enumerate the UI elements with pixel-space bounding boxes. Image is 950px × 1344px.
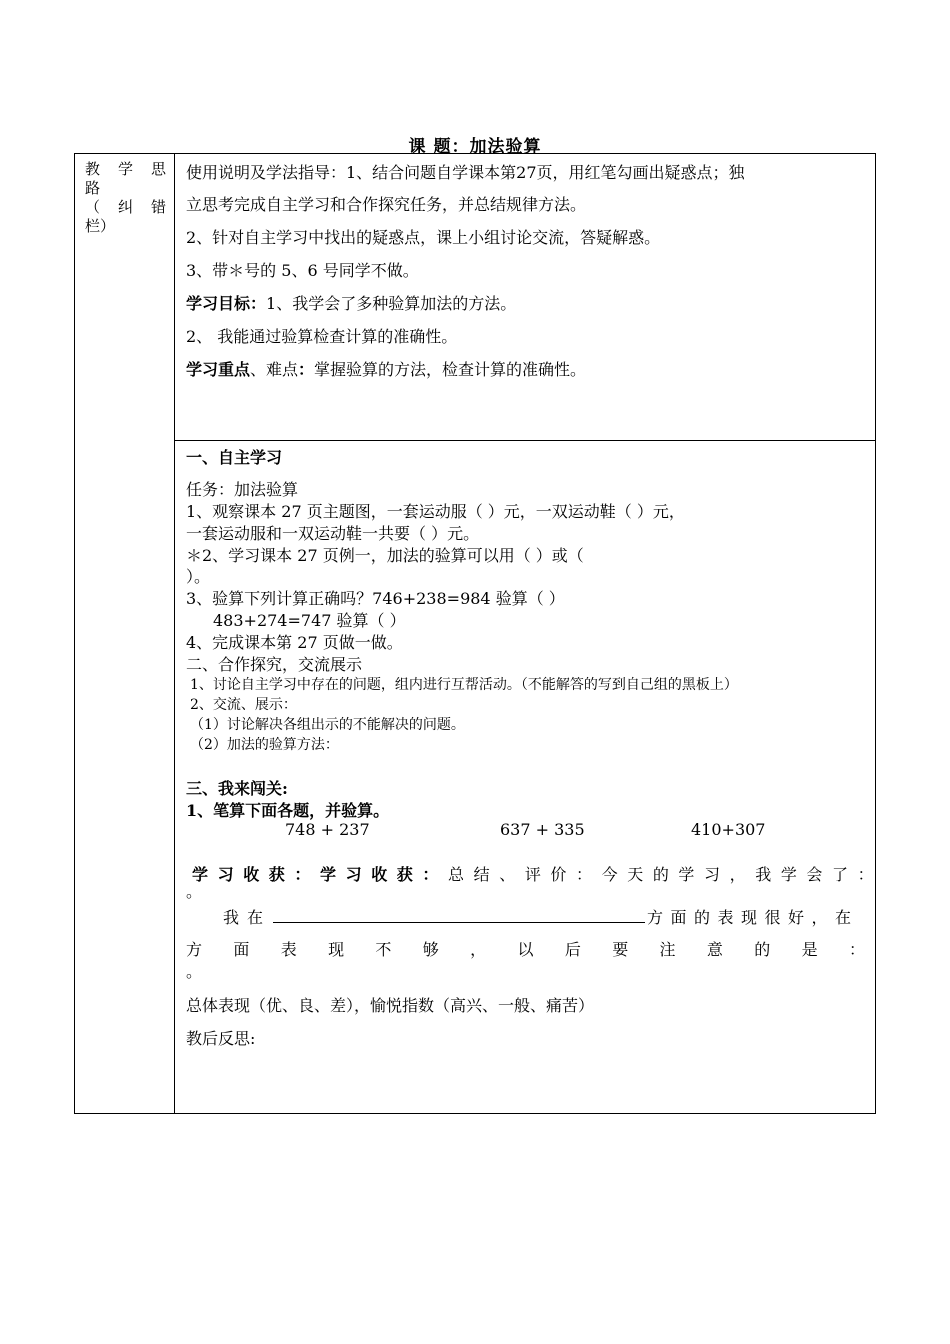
performance-prefix: 我在 <box>223 908 272 927</box>
page-title: 课 题：加法验算 <box>408 137 542 157</box>
cooperation-heading: 二、合作探究，交流展示 <box>186 655 363 674</box>
side-column <box>75 154 175 1114</box>
guide-item-3: 3、带＊号的 5、6 号同学不做。 <box>186 261 419 280</box>
task-line: 任务：加法验算 <box>186 480 299 499</box>
side-char: 学 <box>117 160 133 178</box>
goal-1: 1、我学会了多种验算加法的方法。 <box>266 294 517 313</box>
cooperation-item-2: 2、交流、展示： <box>190 697 297 713</box>
side-label <box>75 154 174 236</box>
guide-intro-line2: 立思考完成自主学习和合作探究任务，并总结规律方法。 <box>186 195 587 214</box>
focus-text: 掌握验算的方法，检查计算的准确性。 <box>314 360 587 379</box>
side-char: （ <box>85 198 101 216</box>
calc-problem: 410+307 <box>691 820 766 839</box>
question-3-line2: 483+274=747 验算（ ） <box>213 611 406 630</box>
cooperation-item-3: （1）讨论解决各组出示的不能解决的问题。 <box>190 717 465 733</box>
guide-cell <box>175 154 876 441</box>
challenge-heading: 三、我来闯关: <box>186 779 288 798</box>
harvest-label: 学习收获：学习收获： <box>192 865 449 884</box>
improvement-end: 。 <box>186 962 203 981</box>
improvement-line: 方面表现不够，以后要注意的是： <box>186 940 865 959</box>
question-4: 4、完成课本第 27 页做一做。 <box>186 633 403 652</box>
overall-rating: 总体表现（优、良、差），愉悦指数（高兴、一般、痛苦） <box>186 996 595 1015</box>
question-2-line2: ）。 <box>186 567 211 586</box>
calc-problem: 748 + 237 <box>285 820 370 839</box>
performance-suffix: 方面的表现很好，在 <box>647 908 859 927</box>
guide-intro-line1: 使用说明及学法指导：1、结合问题自学课本第27页，用红笔勾画出疑惑点；独 <box>186 163 745 182</box>
learning-focus <box>186 357 865 380</box>
goal-label: 学习目标： <box>186 294 267 313</box>
question-1-line2: 一套运动服和一双运动鞋一共要（ ）元。 <box>186 524 480 543</box>
challenge-item-1: 1、笔算下面各题，并验算。 <box>186 801 390 820</box>
focus-separator: 、难点 <box>250 360 299 379</box>
side-char: 栏） <box>85 217 116 235</box>
blank-line <box>273 908 645 923</box>
harvest-end: 。 <box>186 882 203 901</box>
study-cell <box>175 441 884 1114</box>
focus-colon: ： <box>298 360 315 379</box>
question-1-line1: 1、观察课本 27 页主题图，一套运动服（ ）元，一双运动鞋（ ）元， <box>186 502 685 521</box>
lesson-table <box>74 153 884 1114</box>
calc-problem: 637 + 335 <box>500 820 585 839</box>
side-char: 路 <box>85 179 101 197</box>
side-char: 纠 <box>117 198 133 216</box>
focus-label: 学习重点 <box>186 360 251 379</box>
cooperation-item-4: （2）加法的验算方法： <box>190 737 339 753</box>
learning-goal <box>186 291 865 314</box>
harvest-text: 总结、评价：今天的学习，我学会了： <box>448 865 884 884</box>
question-2-line1: ＊2、学习课本 27 页例一，加法的验算可以用（ ）或（ <box>186 546 584 565</box>
side-char: 错 <box>150 198 166 216</box>
self-study-heading: 一、自主学习 <box>186 448 283 467</box>
question-3-line1: 3、验算下列计算正确吗？746+238=984 验算（ ） <box>186 589 565 608</box>
teacher-reflection: 教后反思: <box>186 1029 256 1048</box>
performance-line <box>223 905 865 928</box>
goal-2: 2、 我能通过验算检查计算的准确性。 <box>186 327 458 346</box>
guide-item-2: 2、针对自主学习中找出的疑惑点，课上小组讨论交流，答疑解惑。 <box>186 228 661 247</box>
side-char: 教 <box>85 160 101 178</box>
cooperation-item-1: 1、讨论自主学习中存在的问题，组内进行互帮活动。（不能解答的写到自己组的黑板上） <box>190 677 738 693</box>
side-char: 思 <box>150 160 166 178</box>
